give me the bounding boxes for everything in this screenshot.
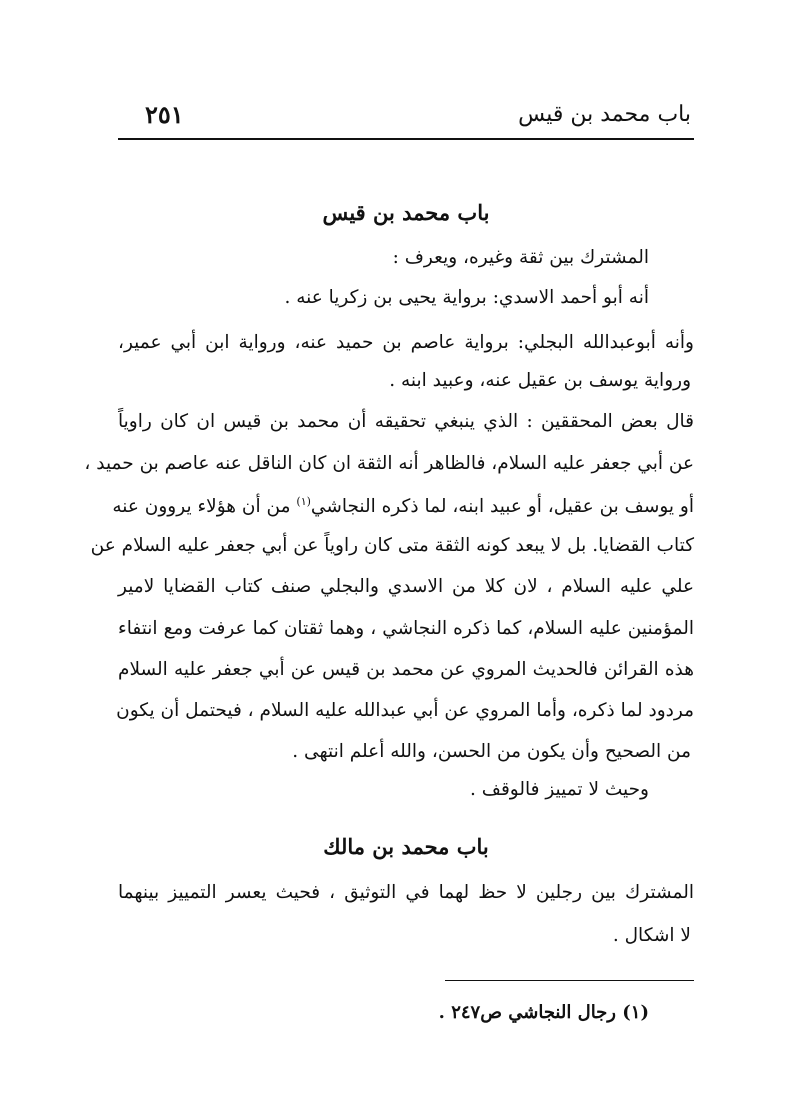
line-continuation: من أن هؤلاء يروون عنه [112, 496, 291, 518]
page-number: ٢٥١ [145, 100, 184, 129]
section-title-muhammad-bin-malik: باب محمد بن مالك [323, 834, 489, 859]
paragraph-line: هذه القرائن فالحديث المروي عن محمد بن قيس عن أبي جعفر عليه السلام [118, 659, 694, 680]
header-rule [118, 138, 694, 140]
paragraph-line: قال بعض المحققين : الذي ينبغي تحقيقه أن محمد بن قيس ان كان راوياً [118, 411, 694, 432]
paragraph-line: كتاب القضايا. بل لا يبعد كونه الثقة متى كان راوياً عن أبي جعفر عليه السلام عن [90, 535, 694, 556]
paragraph-line: عن أبي جعفر عليه السلام، فالظاهر أنه الثقة ان كان الناقل عنه عاصم بن حميد ، [84, 453, 694, 474]
paragraph-line: لا اشكال . [612, 925, 691, 946]
paragraph-line: ورواية يوسف بن عقيل عنه، وعبيد ابنه . [389, 370, 691, 391]
running-title: باب محمد بن قيس [518, 102, 691, 127]
line-text: أو يوسف بن عقيل، أو عبيد ابنه، لما ذكره النجاشي [310, 496, 694, 518]
paragraph-line-with-footnote [112, 495, 694, 518]
footnote-rule [445, 980, 694, 981]
paragraph-line: مردود لما ذكره، وأما المروي عن أبي عبدالله عليه السلام ، فيحتمل أن يكون [116, 700, 694, 721]
footnote: (١) رجال النجاشي ص٢٤٧ . [438, 1002, 649, 1023]
paragraph-line: المؤمنين عليه السلام، كما ذكره النجاشي ، وهما ثقتان كما عرفت ومع انتفاء [118, 618, 694, 639]
paragraph-line: وأنه أبوعبدالله البجلي: برواية عاصم بن حميد عنه، ورواية ابن أبي عمير، [118, 332, 694, 353]
paragraph-line: وحيث لا تمييز فالوقف . [470, 779, 649, 800]
paragraph-line: المشترك بين ثقة وغيره، ويعرف : [392, 247, 649, 268]
footnote-marker[interactable]: (١) [296, 495, 311, 508]
paragraph-line: من الصحيح وأن يكون من الحسن، والله أعلم انتهى . [292, 741, 691, 762]
section-title-muhammad-bin-qays: باب محمد بن قيس [322, 200, 490, 225]
paragraph-line: المشترك بين رجلين لا حظ لهما في التوثيق ، فحيث يعسر التمييز بينهما [118, 882, 694, 903]
paragraph-line: أنه أبو أحمد الاسدي: برواية يحيى بن زكريا عنه . [284, 287, 649, 308]
paragraph-line: علي عليه السلام ، لان كلا من الاسدي والبجلي صنف كتاب القضايا لامير [118, 576, 694, 597]
